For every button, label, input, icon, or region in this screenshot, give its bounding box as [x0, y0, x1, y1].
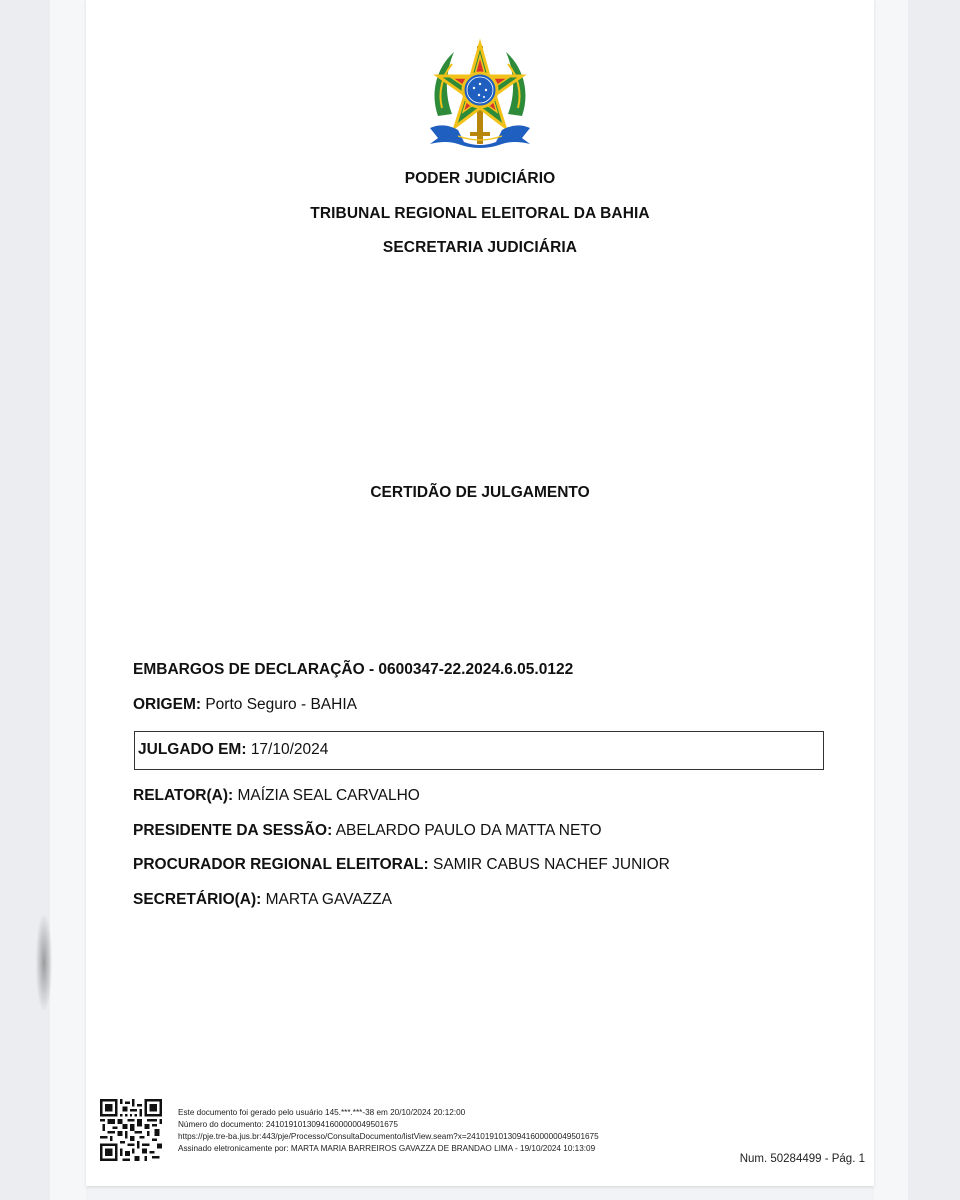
page-number: Num. 50284499 - Pág. 1 [739, 1153, 865, 1165]
qr-code-icon[interactable] [100, 1099, 162, 1161]
field-secretario [133, 891, 392, 909]
secretario-label: SECRETÁRIO(A): [133, 891, 262, 908]
header-court: TRIBUNAL REGIONAL ELEITORAL DA BAHIA [310, 205, 650, 222]
header-secretariat: SECRETARIA JUDICIÁRIA [382, 239, 578, 256]
footer-signature: Assinado eletronicamente por: MARTA MARIA BARREIROS GAVAZZA DE BRANDAO LIMA - 19/10/2024 10:13:09 [178, 1144, 596, 1154]
procurador-value: SAMIR CABUS NACHEF JUNIOR [432, 856, 670, 873]
field-origem [133, 696, 357, 714]
field-procurador [133, 856, 670, 874]
viewer-right-margin [908, 0, 960, 1200]
julgado-label: JULGADO EM: [138, 741, 247, 758]
presidente-value: ABELARDO PAULO DA MATTA NETO [335, 822, 602, 839]
viewer-right-gutter [874, 0, 908, 1200]
relator-value: MAÍZIA SEAL CARVALHO [237, 787, 420, 804]
scroll-shadow [36, 915, 52, 1010]
header-judiciary: PODER JUDICIÁRIO [404, 170, 556, 187]
footer-generated-by: Este documento foi gerado pelo usuário 145.***.***-38 em 20/10/2024 20:12:00 [178, 1108, 466, 1117]
julgado-box [134, 731, 824, 770]
origem-label: ORIGEM: [133, 696, 202, 713]
procurador-label: PROCURADOR REGIONAL ELEITORAL: [133, 856, 429, 873]
presidente-label: PRESIDENTE DA SESSÃO: [133, 822, 333, 839]
brazil-coat-of-arms-icon [424, 38, 536, 150]
document-page [86, 0, 874, 1186]
relator-label: RELATOR(A): [133, 787, 234, 804]
viewer-left-margin [0, 0, 50, 1200]
footer-document-number: Número do documento: 24101910130941600000049501675 [178, 1120, 398, 1130]
julgado-value: 17/10/2024 [250, 741, 329, 758]
field-julgado [138, 741, 328, 759]
embargos-label: EMBARGOS DE DECLARAÇÃO - 0600347-22.2024.6.05.0122 [133, 661, 574, 678]
footer-info [178, 1107, 599, 1155]
field-relator [133, 787, 420, 805]
viewer-left-gutter [50, 0, 86, 1200]
field-embargos [133, 661, 573, 679]
footer-url[interactable]: https://pje.tre-ba.jus.br:443/pje/Processo/ConsultaDocumento/listView.seam?x=24101910130941600000049501675 [178, 1132, 599, 1142]
document-title: CERTIDÃO DE JULGAMENTO [370, 484, 590, 501]
field-presidente [133, 822, 602, 840]
origem-value: Porto Seguro - BAHIA [205, 696, 357, 713]
secretario-value: MARTA GAVAZZA [265, 891, 392, 908]
